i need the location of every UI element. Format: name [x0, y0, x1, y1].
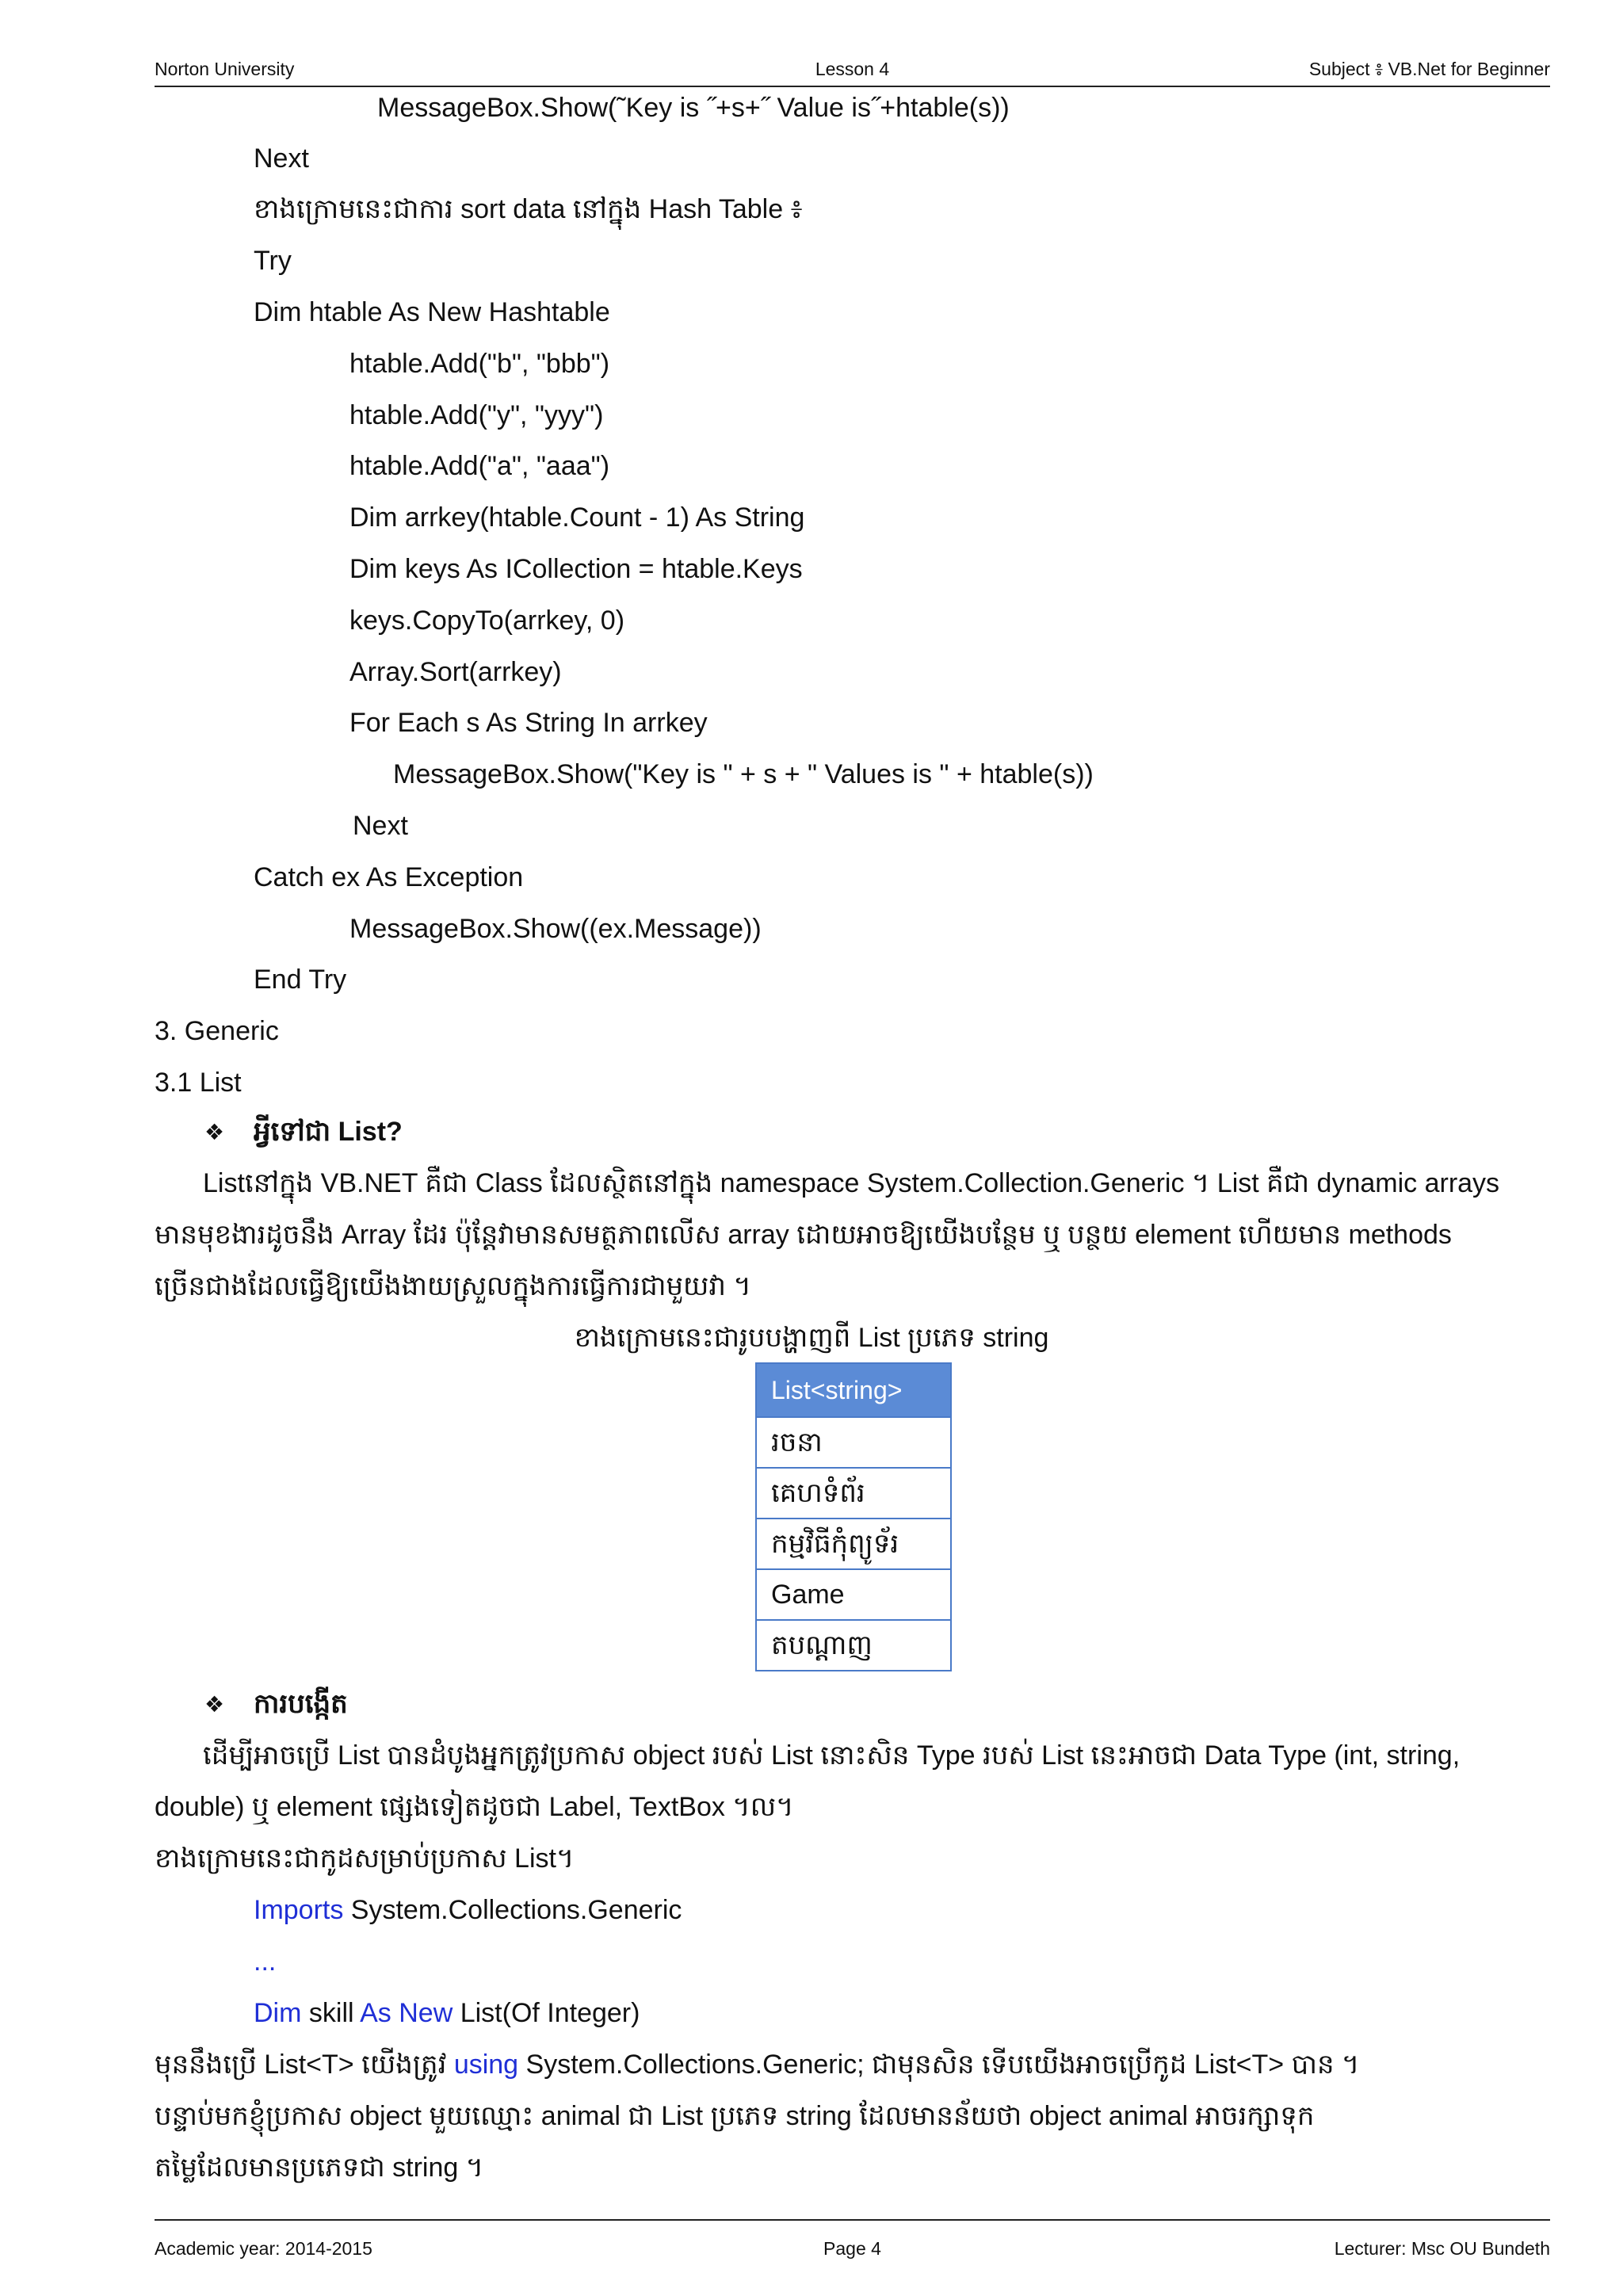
- code-copyto: keys.CopyTo(arrkey, 0): [349, 606, 625, 636]
- dim-type: List(Of Integer): [453, 1998, 640, 2028]
- table-caption: ខាងក្រោមនេះជារូបបង្ហាញពី List ប្រភេទ string: [574, 1323, 1049, 1353]
- table-row: តបណ្តាញ: [757, 1619, 950, 1670]
- header-subject: Subject ៖ VB.Net for Beginner: [1308, 59, 1550, 79]
- code-add-a: htable.Add("a", "aaa"): [349, 451, 610, 481]
- footer-lecturer: Lecturer: Msc OU Bundeth: [1334, 2238, 1550, 2259]
- dim-variable: skill: [301, 1998, 361, 2028]
- footer-academic-year: Academic year: 2014-2015: [155, 2238, 372, 2259]
- paragraph-3-text-b: System.Collections.Generic; ជាមុនសិន ទើបយើងអាចប្រើកូដ List<T> បាន ។: [518, 2050, 1360, 2080]
- page-footer: [155, 2219, 1550, 2259]
- code-dim-keys: Dim keys As ICollection = htable.Keys: [349, 554, 803, 584]
- section-title-generic: 3. Generic: [155, 1016, 279, 1046]
- code-try: Try: [254, 246, 292, 276]
- table-header: List<string>: [757, 1364, 950, 1416]
- code-next: Next: [254, 143, 309, 174]
- paragraph-2-line-2: double) ឬ element ផ្សេងទៀតដូចជា Label, TextBox ។ល។: [155, 1792, 794, 1822]
- code-dim-arrkey: Dim arrkey(htable.Count - 1) As String: [349, 502, 805, 533]
- table-row: កម្មវិធីកុំព្យូទ័រ: [757, 1518, 950, 1568]
- keyword-using: using: [453, 2050, 519, 2080]
- code-imports: [254, 1894, 682, 1926]
- code-add-y: htable.Add("y", "yyy"): [349, 400, 604, 430]
- keyword-dim: Dim: [254, 1998, 302, 2028]
- code-dim-htable: Dim htable As New Hashtable: [254, 297, 610, 327]
- paragraph-2-line-3: ខាងក្រោមនេះជាកូដសម្រាប់ប្រកាស List។: [155, 1843, 575, 1874]
- table-row: Game: [757, 1568, 950, 1619]
- code-sort: Array.Sort(arrkey): [349, 657, 562, 687]
- code-msg-values: MessageBox.Show("Key is " + s + " Values is " + htable(s)): [393, 759, 1094, 789]
- subsection-title-list: 3.1 List: [155, 1068, 242, 1098]
- keyword-imports: Imports: [254, 1895, 344, 1925]
- code-for-each: For Each s As String In arrkey: [349, 708, 708, 738]
- page-header: [155, 59, 1550, 87]
- code-ellipsis: ...: [254, 1946, 277, 1977]
- paragraph-3-line-3: តម្លៃដែលមានប្រភេទជា string ។: [155, 2153, 484, 2183]
- code-msg-line: MessageBox.Show(˜Key is ˝+s+˝ Value is˝+htable(s)): [377, 93, 1010, 123]
- header-lesson: Lesson 4: [815, 59, 890, 79]
- code-msg-ex: MessageBox.Show((ex.Message)): [349, 914, 762, 944]
- code-dim-skill: [254, 1997, 640, 2029]
- list-string-table: [755, 1362, 952, 1671]
- table-row: គេហទំព័រ: [757, 1467, 950, 1518]
- bullet-diamond-icon: ❖: [204, 1692, 225, 1717]
- code-catch: Catch ex As Exception: [254, 862, 524, 892]
- paragraph-3-line-1: [155, 2049, 1359, 2080]
- code-add-b: htable.Add("b", "bbb"): [349, 349, 610, 379]
- bullet-diamond-icon: ❖: [204, 1120, 225, 1144]
- heading-create: ការបង្កើត: [254, 1689, 348, 1719]
- table-row: រចនា: [757, 1416, 950, 1467]
- heading-what-is-list: អ្វីទៅជា List?: [254, 1117, 403, 1147]
- paragraph-1-line-1: Listនៅក្នុង VB.NET គឺជា Class ដែលស្ថិតនៅក្នុង namespace System.Collection.Generic ។ List គឺជា dynamic arrays: [203, 1168, 1500, 1198]
- footer-page-number: Page 4: [823, 2238, 881, 2259]
- sort-intro: ខាងក្រោមនេះជាការ sort data នៅក្នុង Hash Table ៖: [254, 194, 803, 224]
- imports-namespace: System.Collections.Generic: [343, 1895, 682, 1925]
- code-next2: Next: [353, 811, 408, 841]
- header-institution: Norton University: [155, 59, 295, 79]
- paragraph-1-line-3: ច្រើនជាងដែលធ្វើឱ្យយើងងាយស្រួលក្នុងការធ្វើការជាមួយវា ។: [155, 1271, 751, 1301]
- paragraph-2-line-1: ដើម្បីអាចប្រើ List បានដំបូងអ្នកត្រូវប្រកាស object របស់ List នោះសិន Type របស់ List នេះអាចជា Data Type (int, string,: [203, 1740, 1461, 1771]
- keyword-as-new: As New: [360, 1998, 453, 2028]
- paragraph-1-line-2: មានមុខងារដូចនឹង Array ដែរ ប៉ុន្តែវាមានសមត្ថភាពលើស array ដោយអាចឱ្យយើងបន្ថែម ឬ បន្ថយ element ហើយមាន methods: [155, 1220, 1452, 1250]
- code-end-try: End Try: [254, 965, 347, 995]
- paragraph-3-line-2: បន្ទាប់មកខ្ញុំប្រកាស object មួយឈ្មោះ animal ជា List ប្រភេទ string ដែលមានន័យថា object animal អាចរក្សាទុក: [155, 2101, 1315, 2131]
- paragraph-3-text-a: មុននឹងប្រើ List<T> យើងត្រូវ: [155, 2050, 454, 2080]
